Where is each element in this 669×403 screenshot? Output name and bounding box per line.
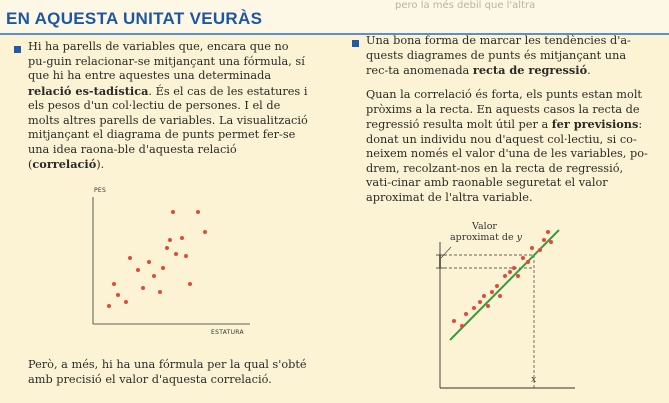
- annotation-label-text: aproximat de: [450, 232, 517, 243]
- regression-point: [498, 294, 502, 298]
- page-title: EN AQUESTA UNITAT VEURÀS: [6, 9, 263, 28]
- regression-point: [452, 319, 456, 323]
- regression-point: [495, 284, 499, 288]
- scatter-y-axis-label: PES: [94, 187, 107, 194]
- right-intro-text-1: Una bona forma de marcar les tendències d'a-quests diagrames de punts és mitjançant una rec-ta anomenada: [366, 34, 631, 77]
- x-value-marker: x: [531, 374, 537, 385]
- regression-point: [486, 304, 490, 308]
- annotation-label-line1: Valor: [472, 221, 497, 232]
- regression-point: [508, 270, 512, 274]
- regression-point: [464, 312, 468, 316]
- term-fer-previsions: fer previsions: [551, 117, 639, 131]
- left-closing-paragraph: Però, a més, hi ha una fórmula per la qual s'obté amb precisió el valor d'aquesta correlació.: [28, 358, 307, 386]
- regression-point: [472, 306, 476, 310]
- left-intro-text-2: . És el cas de les estatures i els pesos d'un col·lectiu de persones. I el de molts altres parells de variables. La visualització mitjançant el diagrama de punts permet fer-se una idea raona-ble d'aquesta relació (: [28, 84, 308, 171]
- term-correlacio: correlació: [32, 157, 97, 171]
- regression-point: [530, 246, 534, 250]
- regression-line: [450, 230, 559, 340]
- term-recta-de-regressio: recta de regressió: [472, 63, 588, 77]
- left-intro-text-1: Hi ha parells de variables que, encara que no pu-guin relacionar-se mitjançant una fórmula, sí que hi ha entre aquestes una determinada: [28, 40, 305, 82]
- right-body-text-2: : donat un individu nou d'aquest col·lectiu, si co-neixem només el valor d'una de les variables, po-drem, recolzant-nos en la recta de regressió, vati-cinar amb raonable seguretat el valor aproximat de l'altra variable.: [366, 118, 648, 204]
- regression-point: [478, 300, 482, 304]
- term-relacio-estadistica: relació es-tadística: [28, 83, 149, 98]
- regression-point: [521, 256, 525, 260]
- regression-point: [503, 274, 507, 278]
- scatter-x-axis-label: ESTATURA: [211, 329, 244, 336]
- regression-point: [460, 324, 464, 328]
- regression-point: [546, 230, 550, 234]
- regression-point: [542, 238, 546, 242]
- annotation-leader: [441, 247, 451, 258]
- regression-point: [512, 266, 516, 270]
- right-intro-text-2: .: [587, 64, 591, 77]
- regression-point: [516, 274, 520, 278]
- left-intro-text-3: ).: [96, 158, 105, 171]
- regression-points: [452, 230, 553, 328]
- regression-point: [549, 240, 553, 244]
- regression-point: [526, 260, 530, 264]
- regression-point: [538, 248, 542, 252]
- regression-point: [490, 290, 494, 294]
- annotation-var-y: y: [516, 232, 523, 243]
- regression-point: [482, 294, 486, 298]
- bleed-through-text: pero la més debil que l'altra: [395, 0, 536, 11]
- right-body-text-1: Quan la correlació és forta, els punts estan molt pròxims a la recta. En aquests casos la recta de regressió resulta molt útil per a: [366, 88, 642, 131]
